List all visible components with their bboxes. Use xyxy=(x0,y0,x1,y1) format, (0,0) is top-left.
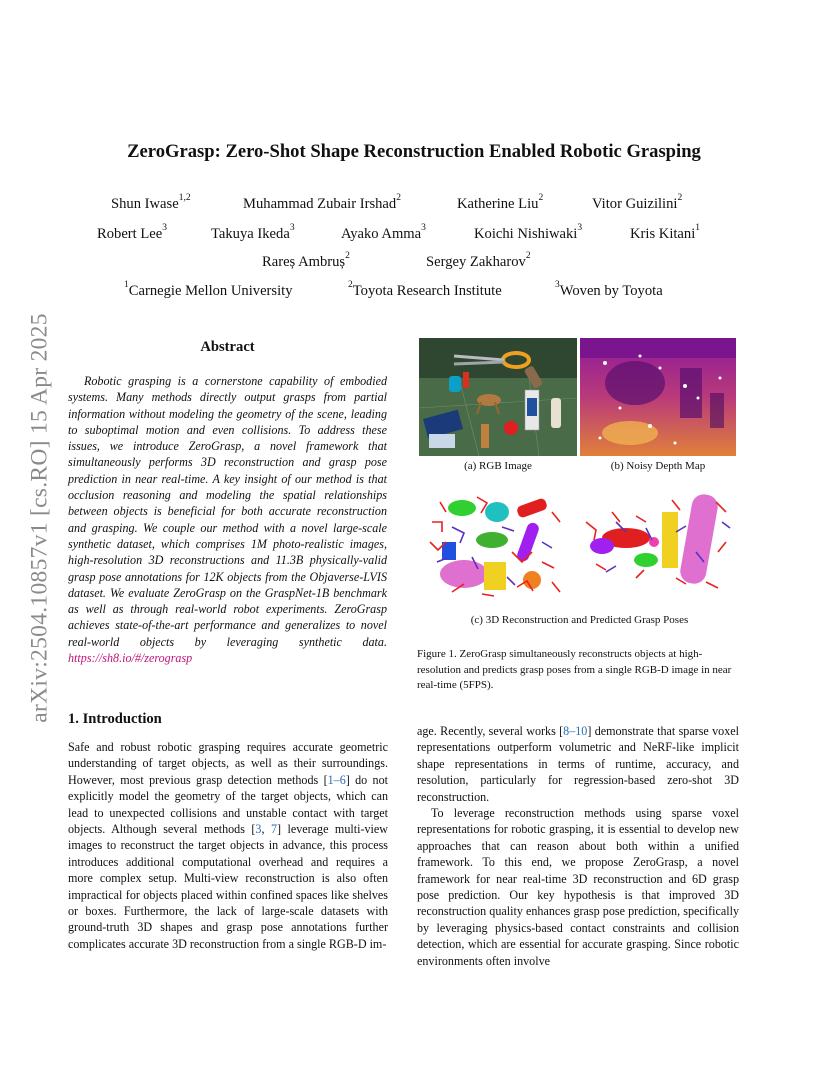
author-name: Robert Lee$^3$ xyxy=(97,223,167,242)
intro-paragraph-2: To leverage reconstruction methods using sparse voxel representations for robotic grasping, it is essential to develop new approaches that can reason about both within a unified framework. To this end, we propose ZeroGrasp, a novel framework for near real-time 3D reconstruction and 6D grasp pose prediction. Our key hypothesis is that improved 3D reconstruction quality enhances grasp pose prediction, specifically by leveraging physics-based contact constraints and collision detection, which are essential for accurate grasping. Since robotic environments often involve xyxy=(417,806,739,968)
arxiv-id: arXiv:2504.10857v1 [cs.RO] 15 Apr 2025 xyxy=(26,313,53,723)
paper-title: ZeroGrasp: Zero-Shot Shape Reconstruction Enabled Robotic Grasping xyxy=(127,141,701,162)
author-name: Muhammad Zubair Irshad$^2$ xyxy=(243,193,401,212)
author-name: Takuya Ikeda$^3$ xyxy=(211,223,295,242)
author-name: Shun Iwase$^{1,2}$ xyxy=(111,193,191,212)
figure-reconstruction-left xyxy=(422,482,572,608)
affiliation: $^1$Carnegie Mellon University xyxy=(124,280,293,299)
introduction-heading: 1. Introduction xyxy=(68,711,162,727)
subfigure-b-label: (b) Noisy Depth Map xyxy=(610,460,706,472)
author-name: Rareș Ambruș$^2$ xyxy=(262,251,350,270)
figure-rgb-image xyxy=(419,338,577,456)
figure-depth-map xyxy=(580,338,736,456)
intro-paragraph-left: Safe and robust robotic grasping requires accurate geometric understanding of target objects, as well as their surroundings. However, most previous grasp detection methods [1–6] do not explicitly model the geometry of the target objects, which can lead to unexpected collisions and unstable contact with target objects. Although several methods [3, 7] leverage multi-view images to reconstruct the target objects in advance, this process introduces additional computational overhead and requires a more complex setup. Multi-view reconstruction is also often impractical for objects placed within confined spaces like shelves or boxes. Furthermore, the lack of large-scale datasets with ground-truth 3D shapes and grasp pose annotations further complicates accurate 3D reconstruction from a single RGB-D im- xyxy=(68,740,389,951)
intro-paragraph-continued: age. Recently, several works [8–10] demonstrate that sparse voxel representations outperform volumetric and NeRF-like implicit shape representations in terms of runtime, accuracy, and resolution, particularly for regression-based zero-shot 3D reconstruction. xyxy=(417,724,739,804)
abstract-body: Robotic grasping is a cornerstone capability of embodied systems. Many methods directly output grasps from partial information without modeling the geometry of the scene, leading to suboptimal motion and even collisions. To address these issues, we introduce ZeroGrasp, a novel framework that simultaneously performs 3D reconstruction and grasp pose prediction in near real-time. A key insight of our method is that occlusion reasoning and modeling the spatial relationships between objects is beneficial for both accurate reconstruction and grasping. We couple our method with a novel large-scale synthetic dataset, which comprises 1M photo-realistic images, high-resolution 3D reconstructions and 11.3B physically-valid grasp pose annotations for 12K objects from the Objaverse-LVIS dataset. We evaluate ZeroGrasp on the GraspNet-1B benchmark as well as through real-world robot experiments. ZeroGrasp achieves state-of-the-art performance and generalizes to novel real-world objects by leveraging synthetic data. https://sh8.io/#/zerograsp xyxy=(68,374,387,666)
affiliation: $^3$Woven by Toyota xyxy=(555,280,663,299)
author-name: Katherine Liu$^2$ xyxy=(457,193,544,212)
author-name: Ayako Amma$^3$ xyxy=(341,223,426,242)
citation-link[interactable]: 3 xyxy=(255,822,262,837)
author-name: Koichi Nishiwaki$^3$ xyxy=(474,223,583,242)
citation-link[interactable]: 8–10 xyxy=(563,724,588,738)
arxiv-identifier-stamp xyxy=(20,278,60,758)
author-name: Sergey Zakharov$^2$ xyxy=(426,251,531,270)
subfigure-a-label: (a) RGB Image xyxy=(464,460,532,472)
affiliation: $^2$Toyota Research Institute xyxy=(348,280,502,299)
figure-caption: Figure 1. ZeroGrasp simultaneously reconstructs objects at high-resolution and predicts grasp poses from a single RGB-D image in near real-time (5FPS). xyxy=(417,648,732,691)
figure-reconstruction-right xyxy=(576,482,740,608)
author-name: Vitor Guizilini$^2$ xyxy=(592,193,683,212)
intro-right-column xyxy=(417,723,739,969)
subfigure-c-label: (c) 3D Reconstruction and Predicted Grasp Poses xyxy=(470,614,689,626)
citation-link[interactable]: 1–6 xyxy=(327,772,346,787)
author-name: Kris Kitani$^1$ xyxy=(630,223,701,242)
abstract-heading: Abstract xyxy=(200,339,255,355)
project-link[interactable]: https://sh8.io/#/zerograsp xyxy=(68,651,193,666)
citation-link[interactable]: 7 xyxy=(270,822,278,837)
